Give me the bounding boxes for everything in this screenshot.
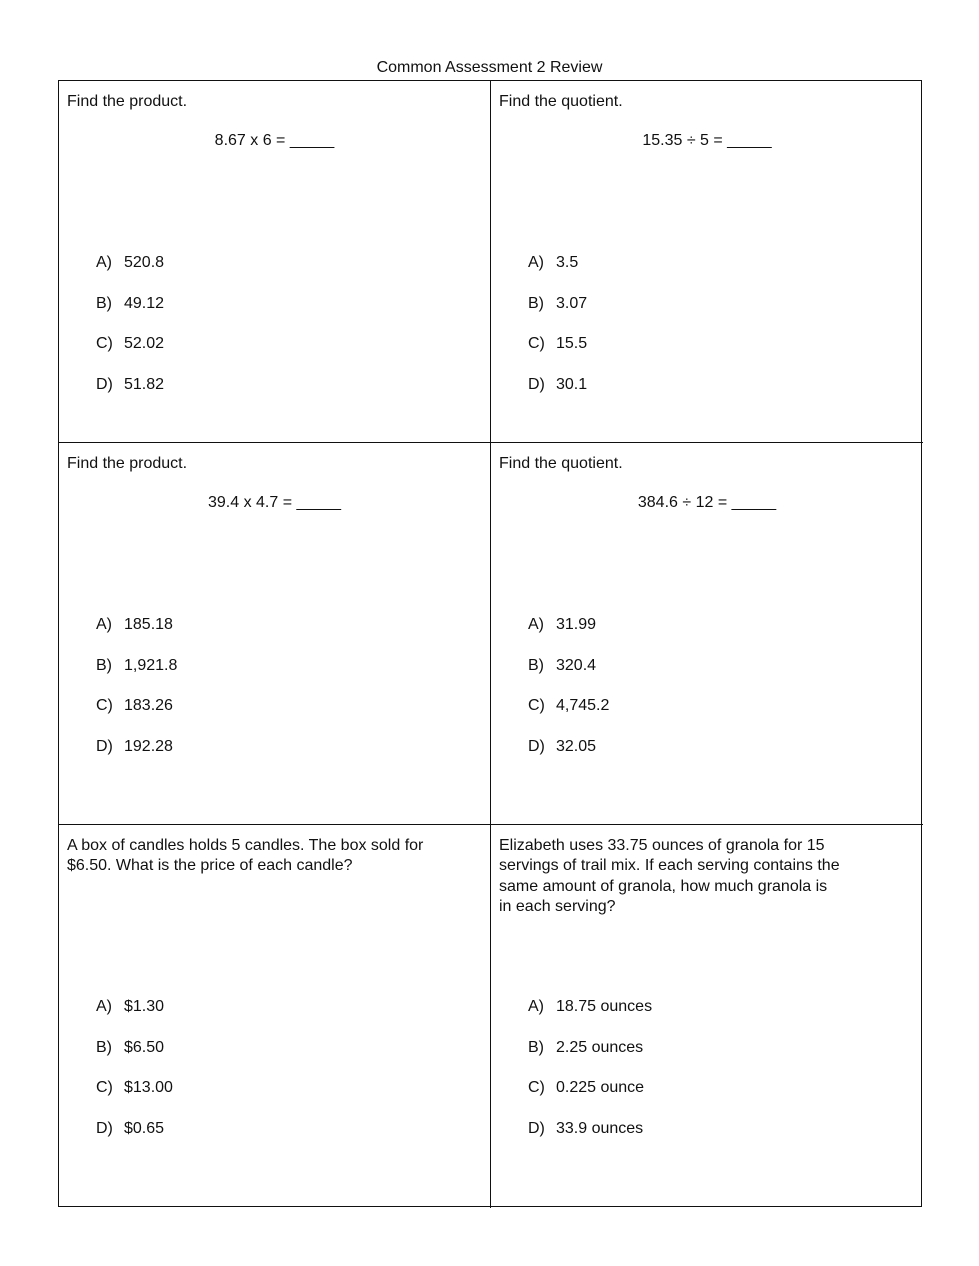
answer-choice-c bbox=[96, 696, 177, 737]
choice-text: $13.00 bbox=[124, 1079, 173, 1096]
choice-text: 185.18 bbox=[124, 616, 173, 633]
answer-choice-c bbox=[528, 696, 609, 737]
choice-text: $0.65 bbox=[124, 1119, 165, 1137]
choice-text: 192.28 bbox=[124, 737, 173, 755]
choice-text: 2.25 ounces bbox=[556, 1038, 644, 1056]
choice-letter: C) bbox=[96, 1079, 113, 1096]
choice-letter: A) bbox=[528, 616, 544, 633]
answer-choice-a bbox=[96, 997, 173, 1038]
choice-letter: C) bbox=[96, 697, 113, 714]
question-prompt: Find the quotient. bbox=[499, 455, 623, 472]
question-prompt: A box of candles holds 5 candles. The box sold for $6.50. What is the price of each candle? bbox=[67, 837, 424, 875]
answer-choice-c bbox=[96, 334, 164, 375]
question-expression: 8.67 x 6 = _____ bbox=[214, 132, 335, 149]
choice-letter: D) bbox=[528, 375, 545, 393]
choice-letter: A) bbox=[528, 998, 544, 1015]
choice-text: 4,745.2 bbox=[556, 697, 610, 714]
choice-letter: C) bbox=[528, 1079, 545, 1096]
answer-choice-d bbox=[528, 375, 587, 416]
choice-letter: A) bbox=[96, 616, 112, 633]
choice-text: 49.12 bbox=[124, 294, 165, 312]
choice-text: 51.82 bbox=[124, 375, 165, 393]
choice-text: 18.75 ounces bbox=[556, 998, 653, 1015]
answer-choice-a bbox=[528, 253, 587, 294]
choice-text: 31.99 bbox=[556, 616, 597, 633]
answer-choice-b bbox=[528, 294, 587, 335]
question-5 bbox=[59, 825, 491, 1208]
question-4 bbox=[491, 443, 923, 825]
choice-letter: B) bbox=[96, 1038, 112, 1056]
question-1 bbox=[59, 81, 491, 443]
answer-choice-d bbox=[96, 375, 164, 416]
choice-letter: C) bbox=[528, 335, 545, 352]
choice-letter: D) bbox=[528, 1119, 545, 1137]
choice-letter: B) bbox=[528, 1038, 544, 1056]
answer-choices bbox=[96, 253, 164, 415]
choice-text: 3.07 bbox=[556, 294, 588, 312]
choice-text: 52.02 bbox=[124, 335, 165, 352]
choice-text: 520.8 bbox=[124, 254, 165, 271]
answer-choice-c bbox=[528, 1078, 652, 1119]
answer-choice-c bbox=[96, 1078, 173, 1119]
answer-choice-b bbox=[528, 1038, 652, 1079]
answer-choices bbox=[528, 253, 587, 415]
question-expression: 384.6 ÷ 12 = _____ bbox=[637, 494, 777, 511]
answer-choice-d bbox=[96, 1119, 173, 1160]
choice-letter: B) bbox=[96, 656, 112, 674]
question-expression: 15.35 ÷ 5 = _____ bbox=[642, 132, 772, 149]
question-expression: 39.4 x 4.7 = _____ bbox=[208, 494, 341, 511]
choice-letter: D) bbox=[96, 375, 113, 393]
answer-choice-a bbox=[96, 615, 177, 656]
question-grid bbox=[58, 80, 922, 1207]
answer-choices bbox=[528, 997, 652, 1159]
answer-choice-b bbox=[528, 656, 609, 697]
choice-text: 33.9 ounces bbox=[556, 1119, 644, 1137]
answer-choices bbox=[96, 997, 173, 1159]
answer-choice-d bbox=[528, 737, 609, 778]
question-prompt: Find the quotient. bbox=[499, 93, 623, 110]
choice-letter: D) bbox=[528, 737, 545, 755]
choice-text: 15.5 bbox=[556, 335, 588, 352]
answer-choices bbox=[96, 615, 177, 777]
question-prompt: Find the product. bbox=[67, 93, 188, 110]
choice-letter: A) bbox=[96, 998, 112, 1015]
choice-letter: B) bbox=[96, 294, 112, 312]
choice-letter: B) bbox=[528, 656, 544, 674]
answer-choice-b bbox=[96, 656, 177, 697]
answer-choice-c bbox=[528, 334, 587, 375]
choice-text: 1,921.8 bbox=[124, 656, 178, 674]
answer-choice-b bbox=[96, 294, 164, 335]
page-title: Common Assessment 2 Review bbox=[376, 59, 603, 76]
choice-letter: C) bbox=[528, 697, 545, 714]
question-prompt: Elizabeth uses 33.75 ounces of granola for 15 servings of trail mix. If each serving contains the same amount of granola, how much granola is in each serving? bbox=[499, 837, 840, 916]
answer-choice-d bbox=[96, 737, 177, 778]
choice-letter: A) bbox=[96, 254, 112, 271]
choice-letter: C) bbox=[96, 335, 113, 352]
question-2 bbox=[491, 81, 923, 443]
choice-text: 320.4 bbox=[556, 656, 597, 674]
choice-letter: D) bbox=[96, 737, 113, 755]
answer-choice-a bbox=[528, 615, 609, 656]
choice-text: 30.1 bbox=[556, 375, 588, 393]
choice-letter: B) bbox=[528, 294, 544, 312]
choice-text: $6.50 bbox=[124, 1038, 165, 1056]
question-prompt: Find the product. bbox=[67, 455, 188, 472]
question-6 bbox=[491, 825, 923, 1208]
answer-choice-a bbox=[528, 997, 652, 1038]
choice-letter: D) bbox=[96, 1119, 113, 1137]
answer-choice-b bbox=[96, 1038, 173, 1079]
choice-text: 0.225 ounce bbox=[556, 1079, 645, 1096]
answer-choice-a bbox=[96, 253, 164, 294]
question-3 bbox=[59, 443, 491, 825]
answer-choices bbox=[528, 615, 609, 777]
choice-text: $1.30 bbox=[124, 998, 165, 1015]
answer-choice-d bbox=[528, 1119, 652, 1160]
choice-text: 32.05 bbox=[556, 737, 597, 755]
choice-text: 183.26 bbox=[124, 697, 173, 714]
choice-text: 3.5 bbox=[556, 254, 579, 271]
choice-letter: A) bbox=[528, 254, 544, 271]
